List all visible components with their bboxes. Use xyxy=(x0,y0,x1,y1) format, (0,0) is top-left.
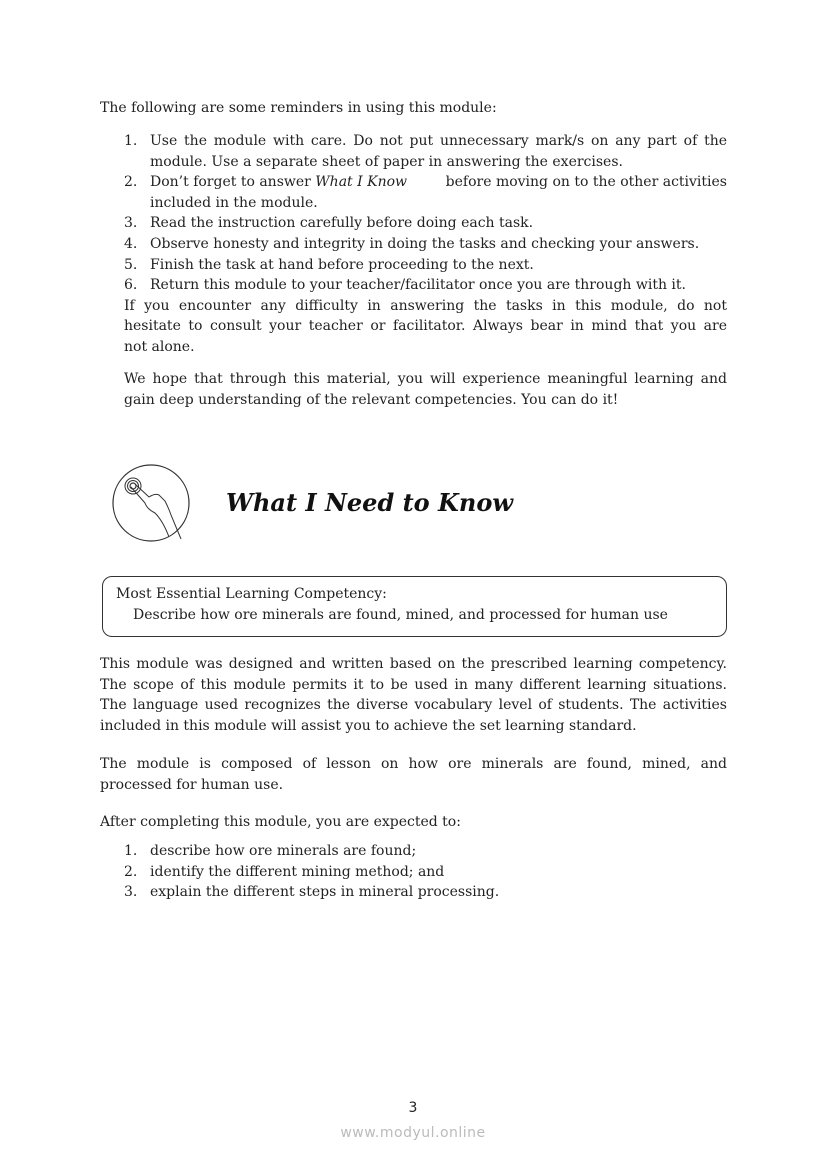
item-line: Read the instruction carefully before doing each task. xyxy=(150,215,534,232)
expectations-intro: After completing this module, you are expected to: xyxy=(100,814,461,830)
item-line: Finish the task at hand before proceeding to the next. xyxy=(150,256,534,273)
design-paragraph xyxy=(100,654,727,736)
competency-label: Most Essential Learning Competency: xyxy=(116,586,387,602)
watermark: www.modyul.online xyxy=(340,1125,486,1141)
paragraph-line: not alone. xyxy=(124,338,195,355)
item-number: 5. xyxy=(124,256,138,273)
paragraph-line: hesitate to consult your teacher or facilitator. Always bear in mind that you are xyxy=(124,318,727,335)
item-number: 2. xyxy=(124,174,138,191)
item-line: identify the different mining method; and xyxy=(150,863,445,880)
item-number: 6. xyxy=(124,277,138,294)
item-number: 1. xyxy=(124,843,138,859)
paragraph-line: This module was designed and written based on the prescribed learning competency. xyxy=(100,656,727,672)
item-text-italic: What I Know xyxy=(315,174,407,191)
intro-text: The following are some reminders in using this module: xyxy=(100,100,497,116)
paragraph-line: The language used recognizes the diverse vocabulary level of students. The activities xyxy=(100,697,727,714)
item-number: 4. xyxy=(124,235,138,252)
item-text: before moving on to the other activities xyxy=(441,174,727,191)
item-line: explain the different steps in mineral processing. xyxy=(150,884,500,901)
reminders-list xyxy=(124,131,727,358)
item-line: Use the module with care. Do not put unnecessary mark/s on any part of the xyxy=(150,133,727,149)
list-item xyxy=(124,862,727,883)
list-item xyxy=(124,131,727,172)
item-number: 2. xyxy=(124,863,138,880)
paragraph-line: We hope that through this material, you will experience meaningful learning and xyxy=(124,371,727,387)
item-line xyxy=(150,172,727,193)
list-item xyxy=(124,172,727,213)
page-number: 3 xyxy=(408,1100,418,1116)
item-line: Return this module to your teacher/facilitator once you are through with it. xyxy=(150,277,686,294)
item-line: Observe honesty and integrity in doing the tasks and checking your answers. xyxy=(150,235,700,252)
paragraph-line: The module is composed of lesson on how ore minerals are found, mined, and xyxy=(100,756,727,772)
item-line: describe how ore minerals are found; xyxy=(150,843,417,859)
list-item xyxy=(124,882,727,903)
list-item xyxy=(124,275,727,296)
item-number: 3. xyxy=(124,884,138,901)
paragraph-line: gain deep understanding of the relevant competencies. You can do it! xyxy=(124,391,619,408)
competency-box xyxy=(102,576,727,637)
list-item xyxy=(124,841,727,862)
section-title: What I Need to Know xyxy=(226,488,514,517)
paragraph-line: The scope of this module permits it to be used in many different learning situations. xyxy=(100,676,727,693)
hope-paragraph xyxy=(124,369,727,410)
pointing-hand-icon xyxy=(111,463,193,545)
objectives-list xyxy=(124,841,727,903)
list-item xyxy=(124,213,727,234)
paragraph-line: included in this module will assist you to achieve the set learning standard. xyxy=(100,717,637,734)
paragraph-line: If you encounter any difficulty in answering the tasks in this module, do not xyxy=(124,297,727,314)
difficulty-paragraph xyxy=(124,296,727,358)
competency-text: Describe how ore minerals are found, mined, and processed for human use xyxy=(133,607,668,623)
composition-paragraph xyxy=(100,754,727,795)
list-item xyxy=(124,234,727,255)
item-line: module. Use a separate sheet of paper in answering the exercises. xyxy=(150,153,623,170)
item-number: 3. xyxy=(124,215,138,232)
list-item xyxy=(124,255,727,276)
item-text: Don’t forget to answer xyxy=(150,174,316,191)
item-number: 1. xyxy=(124,133,138,149)
paragraph-line: processed for human use. xyxy=(100,776,284,793)
item-line: included in the module. xyxy=(150,194,318,211)
